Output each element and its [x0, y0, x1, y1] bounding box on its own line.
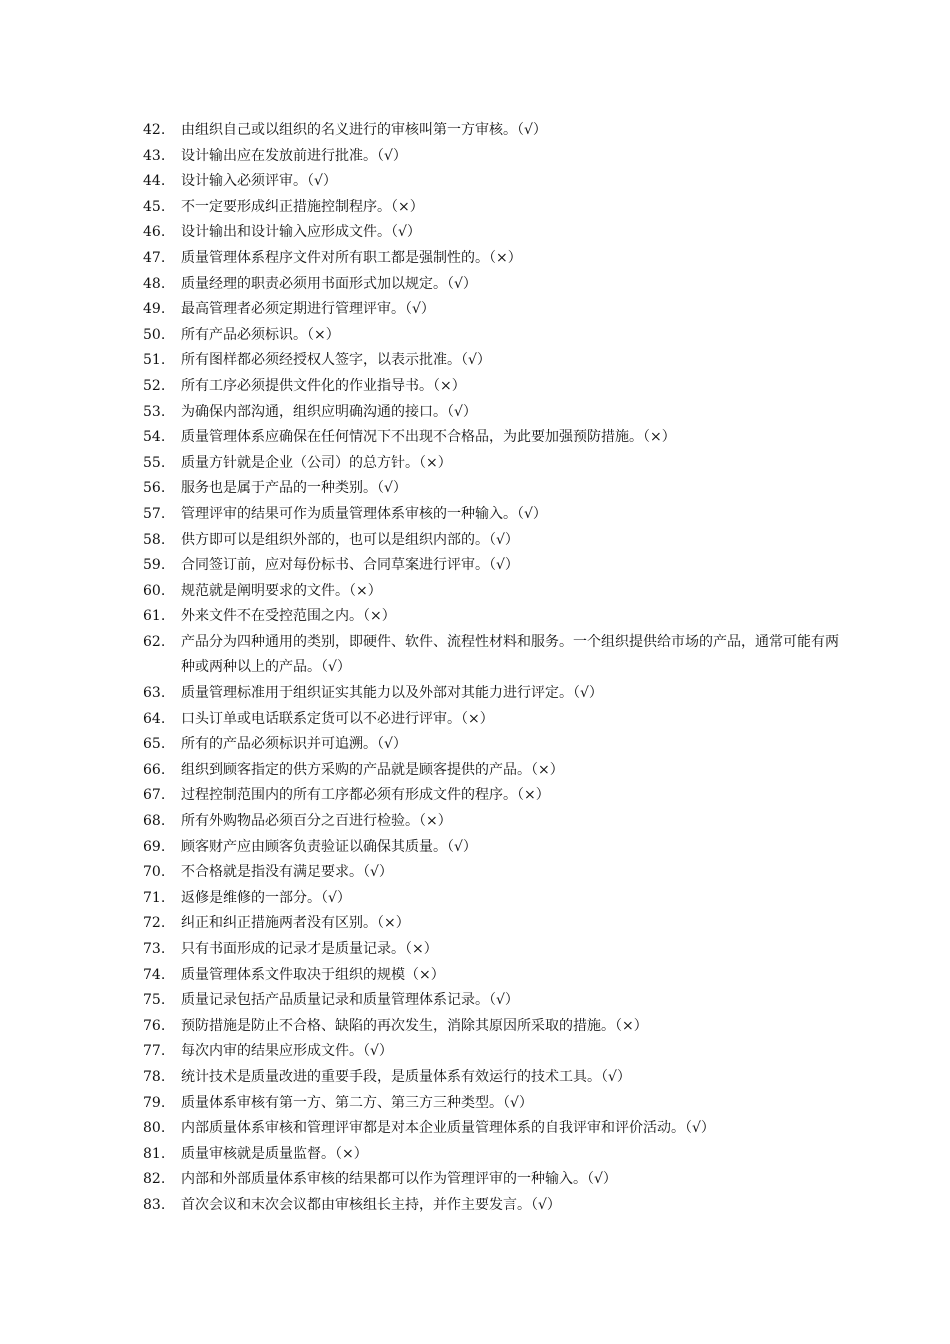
list-item [143, 169, 843, 195]
item-text: 最高管理者必须定期进行管理评审。（√） [181, 301, 435, 318]
item-text: 每次内审的结果应形成文件。（√） [181, 1043, 393, 1060]
item-text: 规范就是阐明要求的文件。（×） [181, 582, 382, 599]
item-number: 54. [143, 429, 166, 446]
list-item [143, 1142, 843, 1168]
list-item [143, 988, 843, 1014]
list-item [143, 425, 843, 451]
list-item [143, 502, 843, 528]
item-number: 51. [143, 352, 166, 369]
item-number: 74. [143, 966, 166, 983]
item-text: 设计输出应在发放前进行批准。（√） [181, 147, 407, 164]
item-number: 55. [143, 454, 166, 471]
item-text: 外来文件不在受控范围之内。（×） [181, 608, 396, 625]
item-text: 质量审核就是质量监督。（×） [181, 1145, 368, 1162]
item-number: 46. [143, 224, 166, 241]
item-text: 口头订单或电话联系定货可以不必进行评审。（×） [181, 710, 494, 727]
item-number: 52. [143, 377, 166, 394]
list-item [143, 579, 843, 605]
item-number: 79. [143, 1094, 166, 1111]
item-number: 66. [143, 761, 166, 778]
item-text: 为确保内部沟通，组织应明确沟通的接口。（√） [181, 403, 477, 420]
item-number: 62. [143, 633, 166, 650]
item-number: 83. [143, 1196, 166, 1213]
list-item [143, 707, 843, 733]
list-item [143, 348, 843, 374]
item-text: 所有产品必须标识。（×） [181, 326, 340, 343]
item-number: 43. [143, 147, 166, 164]
item-text: 所有工序必须提供文件化的作业指导书。（×） [181, 377, 466, 394]
item-text: 质量经理的职责必须用书面形式加以规定。（√） [181, 275, 477, 292]
list-item [143, 1039, 843, 1065]
item-text: 纠正和纠正措施两者没有区别。（×） [181, 915, 410, 932]
list-item [143, 1193, 843, 1219]
item-number: 81. [143, 1145, 166, 1162]
item-number: 80. [143, 1120, 166, 1137]
list-item [143, 451, 843, 477]
item-text: 质量方针就是企业（公司）的总方针。（×） [181, 454, 452, 471]
item-number: 44. [143, 173, 166, 190]
item-text: 质量管理体系程序文件对所有职工都是强制性的。（×） [181, 249, 522, 266]
item-number: 63. [143, 685, 166, 702]
item-number: 75. [143, 992, 166, 1009]
item-number: 61. [143, 608, 166, 625]
item-text: 过程控制范围内的所有工序都必须有形成文件的程序。（×） [181, 787, 550, 804]
item-text: 不一定要形成纠正措施控制程序。（×） [181, 198, 424, 215]
item-number: 67. [143, 787, 166, 804]
item-text: 服务也是属于产品的一种类别。（√） [181, 480, 407, 497]
item-text: 内部和外部质量体系审核的结果都可以作为管理评审的一种输入。（√） [181, 1171, 617, 1188]
list-item [143, 1116, 843, 1142]
item-number: 68. [143, 813, 166, 830]
item-number: 70. [143, 864, 166, 881]
list-item [143, 272, 843, 298]
list-item [143, 246, 843, 272]
item-text: 预防措施是防止不合格、缺陷的再次发生，消除其原因所采取的措施。（×） [181, 1017, 648, 1034]
list-item [143, 118, 843, 144]
item-number: 45. [143, 198, 166, 215]
item-number: 47. [143, 249, 166, 266]
list-item [143, 963, 843, 989]
item-text: 不合格就是指没有满足要求。（√） [181, 864, 393, 881]
item-text: 内部质量体系审核和管理评审都是对本企业质量管理体系的自我评审和评价活动。（√） [181, 1120, 715, 1137]
item-text: 由组织自己或以组织的名义进行的审核叫第一方审核。（√） [181, 122, 547, 138]
item-text: 所有的产品必须标识并可追溯。（√） [181, 736, 407, 753]
item-number: 65. [143, 736, 166, 753]
item-text: 返修是维修的一部分。（√） [181, 889, 351, 906]
item-text: 质量管理体系文件取决于组织的规模（×） [181, 966, 445, 983]
item-text: 产品分为四种通用的类别，即硬件、软件、流程性材料和服务。一个组织提供给市场的产品，通常可能有两种或两种以上的产品。（√） [181, 633, 839, 676]
list-item [143, 630, 843, 681]
item-text: 设计输出和设计输入应形成文件。（√） [181, 224, 421, 241]
question-list [143, 118, 843, 1219]
item-number: 58. [143, 531, 166, 548]
item-number: 69. [143, 838, 166, 855]
list-item [143, 400, 843, 426]
item-number: 42. [143, 122, 166, 138]
list-item [143, 835, 843, 861]
list-item [143, 860, 843, 886]
list-item [143, 374, 843, 400]
item-number: 73. [143, 941, 166, 957]
list-item [143, 783, 843, 809]
list-item [143, 1167, 843, 1193]
item-text: 管理评审的结果可作为质量管理体系审核的一种输入。（√） [181, 505, 547, 522]
list-item [143, 1014, 843, 1040]
list-item [143, 297, 843, 323]
item-number: 56. [143, 480, 166, 497]
item-number: 59. [143, 557, 166, 574]
item-text: 统计技术是质量改进的重要手段，是质量体系有效运行的技术工具。（√） [181, 1068, 631, 1085]
item-text: 质量管理体系应确保在任何情况下不出现不合格品，为此要加强预防措施。（×） [181, 429, 676, 446]
item-number: 71. [143, 889, 166, 906]
item-text: 设计输入必须评审。（√） [181, 173, 337, 190]
list-item [143, 220, 843, 246]
item-text: 质量记录包括产品质量记录和质量管理体系记录。（√） [181, 992, 519, 1009]
item-text: 合同签订前，应对每份标书、合同草案进行评审。（√） [181, 557, 519, 574]
item-number: 82. [143, 1171, 166, 1188]
item-text: 质量管理标准用于组织证实其能力以及外部对其能力进行评定。（√） [181, 685, 603, 702]
list-item [143, 323, 843, 349]
list-item [143, 1091, 843, 1117]
item-number: 48. [143, 275, 166, 292]
item-number: 49. [143, 301, 166, 318]
item-text: 只有书面形成的记录才是质量记录。（×） [181, 941, 438, 957]
list-item [143, 476, 843, 502]
list-item [143, 553, 843, 579]
list-item [143, 911, 843, 937]
item-number: 50. [143, 326, 166, 343]
list-item [143, 937, 843, 963]
item-number: 72. [143, 915, 166, 932]
item-number: 78. [143, 1068, 166, 1085]
item-text: 所有外购物品必须百分之百进行检验。（×） [181, 813, 452, 830]
item-number: 76. [143, 1017, 166, 1034]
item-number: 57. [143, 505, 166, 522]
item-text: 顾客财产应由顾客负责验证以确保其质量。（√） [181, 838, 477, 855]
item-number: 53. [143, 403, 166, 420]
list-item [143, 758, 843, 784]
item-number: 64. [143, 710, 166, 727]
item-text: 首次会议和末次会议都由审核组长主持，并作主要发言。（√） [181, 1196, 561, 1213]
list-item [143, 886, 843, 912]
item-text: 供方即可以是组织外部的，也可以是组织内部的。（√） [181, 531, 519, 548]
list-item [143, 528, 843, 554]
item-text: 所有图样都必须经授权人签字，以表示批准。（√） [181, 352, 491, 369]
list-item [143, 144, 843, 170]
item-number: 60. [143, 582, 166, 599]
list-item [143, 195, 843, 221]
list-item [143, 732, 843, 758]
item-text: 质量体系审核有第一方、第二方、第三方三种类型。（√） [181, 1094, 533, 1111]
item-text: 组织到顾客指定的供方采购的产品就是顾客提供的产品。（×） [181, 761, 564, 778]
list-item [143, 604, 843, 630]
list-item [143, 681, 843, 707]
list-item [143, 1065, 843, 1091]
item-number: 77. [143, 1043, 166, 1060]
list-item [143, 809, 843, 835]
